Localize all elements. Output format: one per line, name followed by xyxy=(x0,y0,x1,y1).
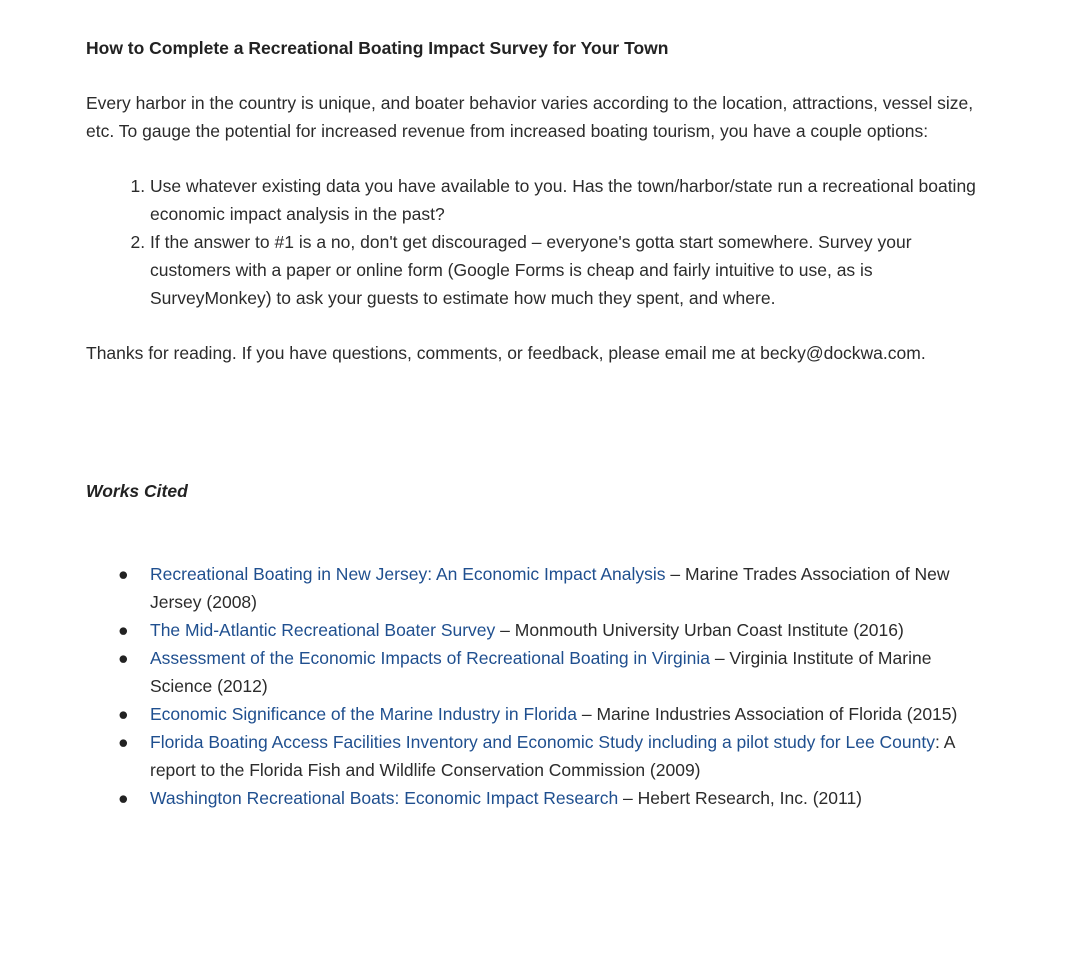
bullet-icon: ● xyxy=(118,648,129,668)
article-heading: How to Complete a Recreational Boating Impact Survey for Your Town xyxy=(86,38,669,58)
citation-source: – Hebert Research, Inc. (2011) xyxy=(618,788,863,808)
bullet-icon: ● xyxy=(118,704,129,724)
citation-item xyxy=(118,560,996,616)
citation-source: – Monmouth University Urban Coast Institute (2016) xyxy=(495,620,904,640)
citation-item xyxy=(118,784,996,812)
bullet-icon: ● xyxy=(118,732,129,752)
citation-item xyxy=(118,728,996,784)
citation-link-washington[interactable]: Washington Recreational Boats: Economic Impact Research xyxy=(150,788,619,808)
works-cited-heading: Works Cited xyxy=(86,481,188,501)
list-item: 1. Use whatever existing data you have available to you. Has the town/harbor/state run a recreational boating economic impact analysis in the past? xyxy=(150,172,996,228)
steps-list xyxy=(86,172,996,312)
citation-source: – Virginia Institute of Marine Science (2012) xyxy=(150,648,932,696)
citation-source: – Marine Trades Association of New Jersey (2008) xyxy=(150,564,950,612)
citation-link-mid-atlantic[interactable]: The Mid-Atlantic Recreational Boater Survey xyxy=(150,620,496,640)
citation-item xyxy=(118,644,996,700)
bullet-icon: ● xyxy=(118,788,129,808)
citations-list xyxy=(86,560,996,812)
article-body xyxy=(86,34,996,812)
citation-source: – Marine Industries Association of Florida (2015) xyxy=(577,704,958,724)
citation-link-florida-marine[interactable]: Economic Significance of the Marine Industry in Florida xyxy=(150,704,578,724)
bullet-icon: ● xyxy=(118,620,129,640)
citation-item xyxy=(118,616,996,644)
bullet-icon: ● xyxy=(118,564,129,584)
citation-source: : A report to the Florida Fish and Wildlife Conservation Commission (2009) xyxy=(150,732,955,780)
citation-link-new-jersey[interactable]: Recreational Boating in New Jersey: An Economic Impact Analysis xyxy=(150,564,666,584)
list-item: 2. If the answer to #1 is a no, don't get discouraged – everyone's gotta start somewhere. Survey your customers with a paper or online form (Google Forms is cheap and fairly intuitive to use, as is SurveyMonkey) to ask your guests to estimate how much they spent, and where. xyxy=(150,228,996,312)
intro-paragraph: Every harbor in the country is unique, and boater behavior varies according to the location, attractions, vessel size, etc. To gauge the potential for increased revenue from increased boating tourism, you have a couple options: xyxy=(86,93,974,141)
citation-link-virginia[interactable]: Assessment of the Economic Impacts of Recreational Boating in Virginia xyxy=(150,648,710,668)
citation-link-florida-access[interactable]: Florida Boating Access Facilities Inventory and Economic Study including a pilot study for Lee County xyxy=(150,732,935,752)
thanks-paragraph: Thanks for reading. If you have questions, comments, or feedback, please email me at becky@dockwa.com. xyxy=(86,343,926,363)
citation-item xyxy=(118,700,996,728)
